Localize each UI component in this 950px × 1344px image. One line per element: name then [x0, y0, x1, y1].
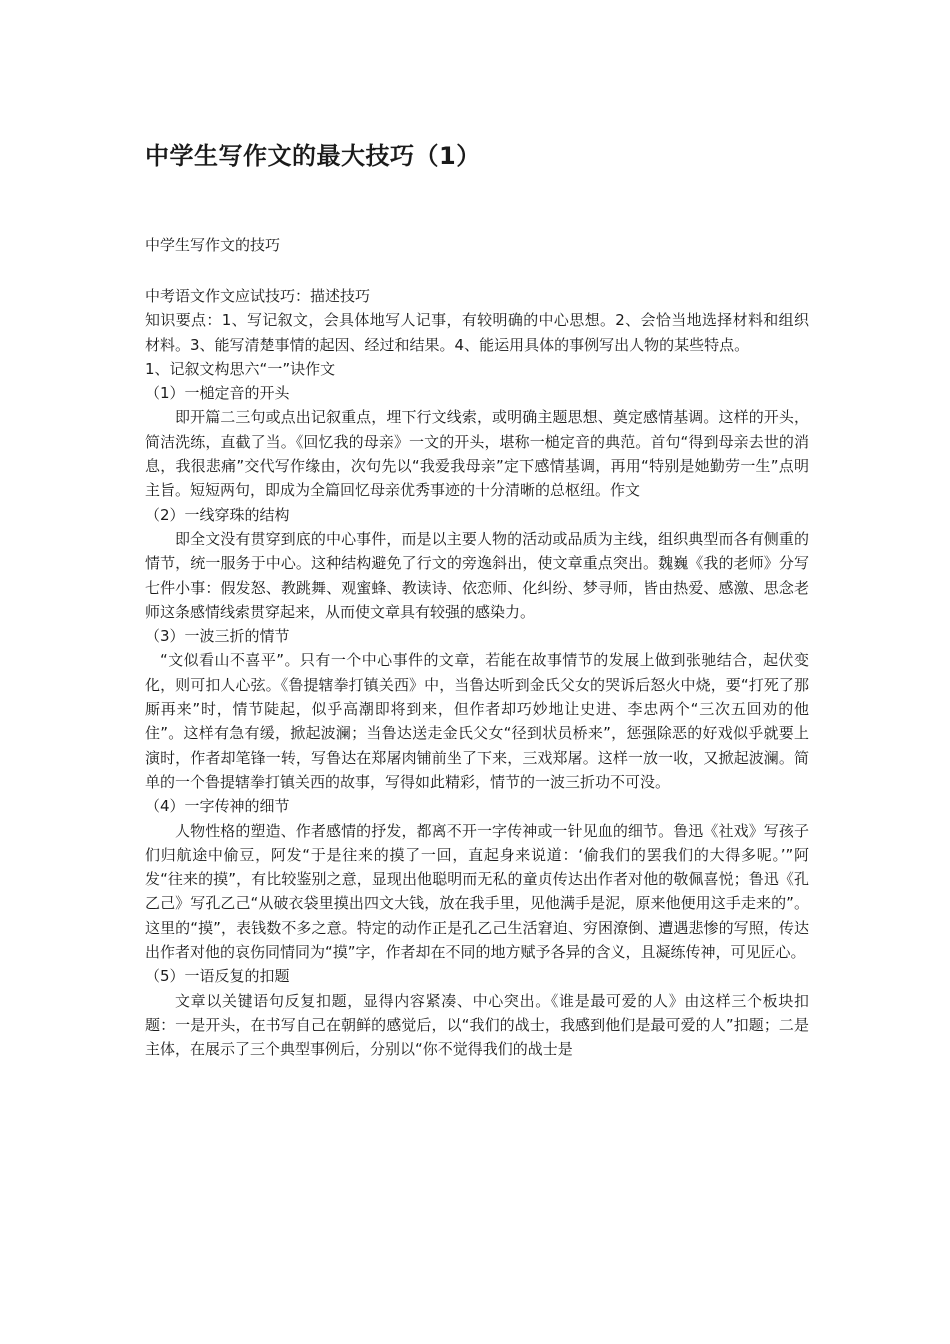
- item5-heading: （5）一语反复的扣题: [145, 967, 290, 986]
- item4-paragraph: 人物性格的塑造、作者感情的抒发，都离不开一字传神或一针见血的细节。鲁迅《社戏》写孩子们归航途中偷豆，阿发“于是往来的摸了一回，直起身来说道：‘偷我们的罢我们的大得多呢。’”阿发“往来的摸”，有比较鉴别之意，显现出他聪明而无私的童贞传达出作者对他的敬佩喜悦；鲁迅《孔乙己》写孔乙己“从破衣袋里摸出四文大钱，放在我手里，见他满手是泥，原来他便用这手走来的”。这里的“摸”，表钱数不多之意。特定的动作正是孔乙己生活窘迫、穷困潦倒、遭遇悲惨的写照，传达出作者对他的哀伤同情同为“摸”字，作者却在不同的地方赋予各异的含义，且凝练传神，可见匠心。: [145, 821, 809, 962]
- document-body: [145, 284, 809, 1062]
- document-title: 中学生写作文的最大技巧（1）: [145, 142, 481, 170]
- knowledge-points-paragraph: 知识要点：1、写记叙文，会具体地写人记事，有较明确的中心思想。2、会恰当地选择材料和组织材料。3、能写清楚事情的起因、经过和结果。4、能运用具体的事例写出人物的某些特点。: [145, 311, 809, 354]
- item2-paragraph: 即全文没有贯穿到底的中心事件，而是以主要人物的活动或品质为主线，组织典型而各有侧重的情节，统一服务于中心。这种结构避免了行文的旁逸斜出，使文章重点突出。魏巍《我的老师》分写七件小事：假发怒、教跳舞、观蜜蜂、教读诗、依恋师、化纠纷、梦寻师，皆由热爱、感激、思念老师这条感情线索贯穿起来，从而使文章具有较强的感染力。: [145, 529, 809, 621]
- item2-heading: （2）一线穿珠的结构: [145, 505, 290, 524]
- item3-paragraph: “文似看山不喜平”。只有一个中心事件的文章，若能在故事情节的发展上做到张驰结合，起伏变化，则可扣人心弦。《鲁提辖拳打镇关西》中，当鲁达听到金氏父女的哭诉后怒火中烧，要“打死了那厮再来”时，情节陡起，似乎高潮即将到来，但作者却巧妙地让史进、李忠两个“三次五回劝的他住”。这样有急有缓，掀起波澜；当鲁达送走金氏父女“径到状员桥来”，惩强除恶的好戏似乎就要上演时，作者却笔锋一转，写鲁达在郑屠肉铺前坐了下来，三戏郑屠。这样一放一收，又掀起波澜。简单的一个鲁提辖拳打镇关西的故事，写得如此精彩，情节的一波三折功不可没。: [145, 651, 809, 791]
- item3-heading: （3）一波三折的情节: [145, 627, 290, 646]
- section-heading: 中考语文作文应试技巧：描述技巧: [145, 287, 371, 305]
- item1-heading: （1）一槌定音的开头: [145, 384, 290, 403]
- document-subtitle: 中学生写作文的技巧: [145, 236, 281, 254]
- item1-paragraph: 即开篇二三句或点出记叙重点，埋下行文线索，或明确主题思想、奠定感情基调。这样的开头，简洁洗练，直截了当。《回忆我的母亲》一文的开头，堪称一槌定音的典范。首句“得到母亲去世的消息，我很悲痛”交代写作缘由，次句先以“我爱我母亲”定下感情基调，再用“特别是她勤劳一生”点明主旨。短短两句，即成为全篇回忆母亲优秀事迹的十分清晰的总枢纽。作文: [145, 408, 809, 500]
- part1-heading: 1、记叙文构思六“一”诀作文: [145, 359, 336, 378]
- item5-paragraph: 文章以关键语句反复扣题，显得内容紧凑、中心突出。《谁是最可爱的人》由这样三个板块扣题：一是开头，在书写自己在朝鲜的感觉后，以“我们的战士，我感到他们是最可爱的人”扣题；二是主体，在展示了三个典型事例后，分别以“你不觉得我们的战士是: [145, 991, 809, 1059]
- item4-heading: （4）一字传神的细节: [145, 797, 290, 816]
